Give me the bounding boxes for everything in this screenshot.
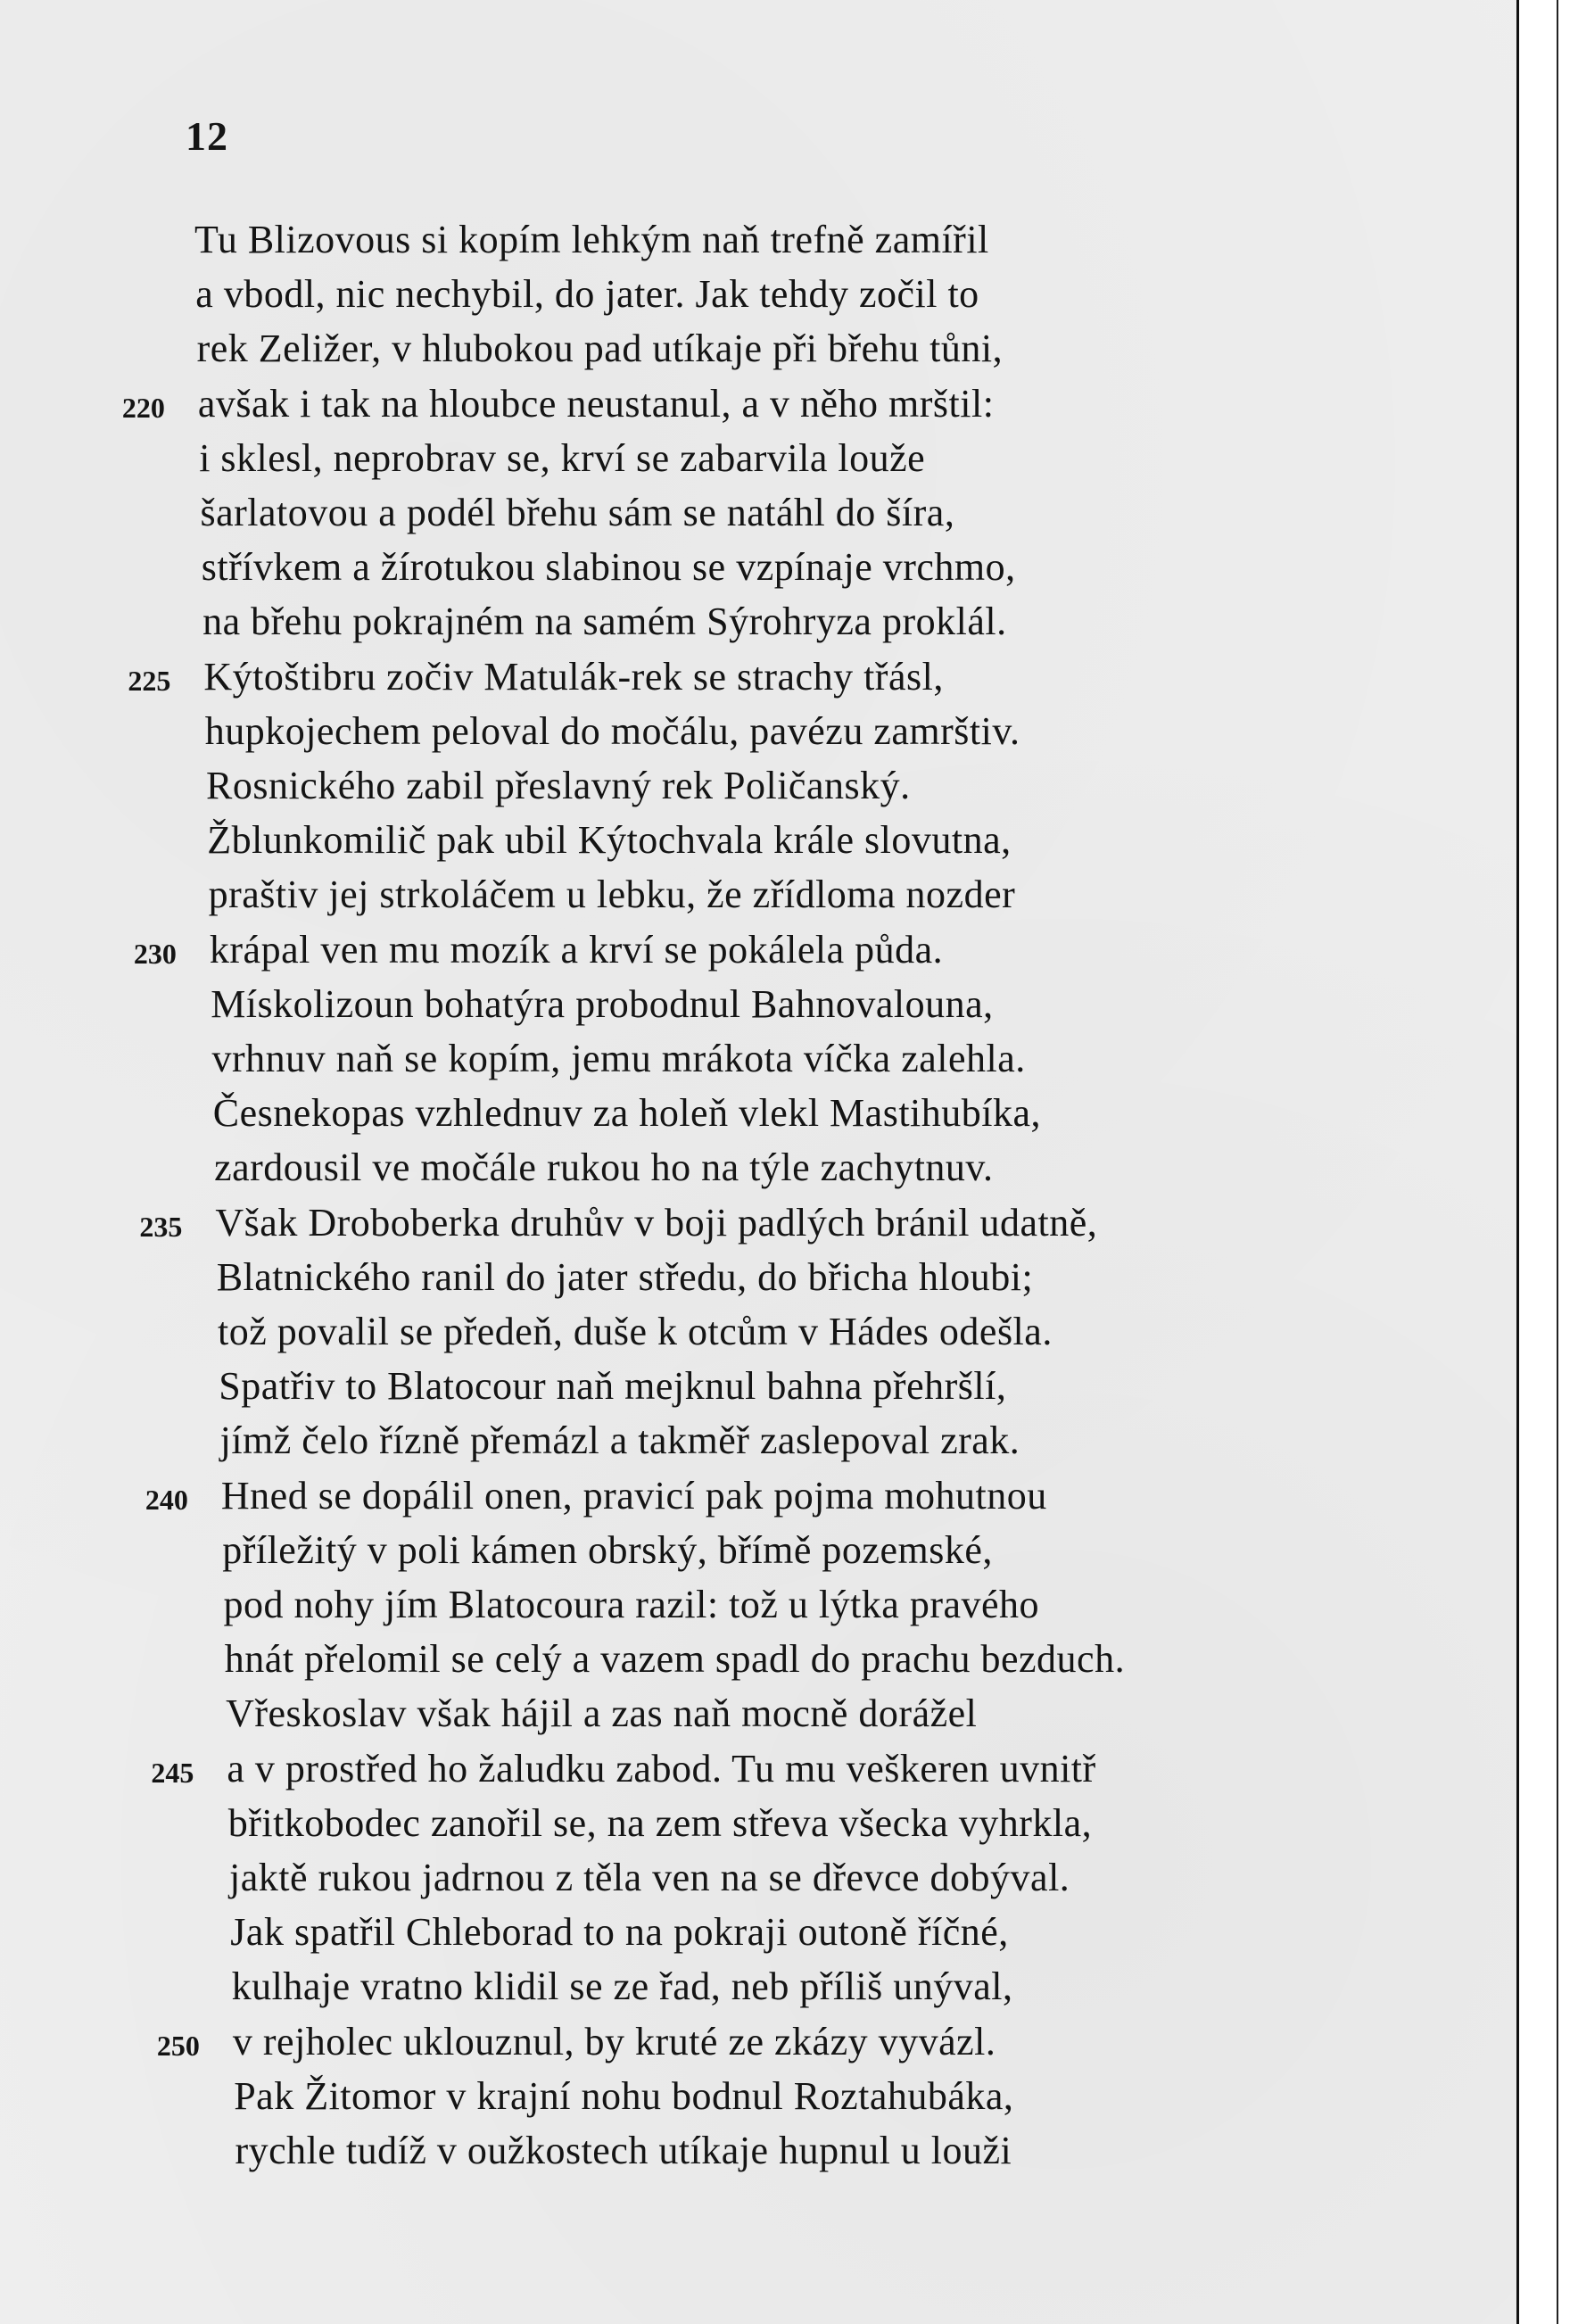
verse-line: Tu Blizovous si kopím lehkým naň trefně zamířil	[194, 218, 989, 261]
page-edge-line	[1516, 0, 1519, 2324]
verse-line: Kýtoštibru zočiv Matulák-rek se strachy třásl,	[203, 654, 944, 699]
verse-line: Česnekopas vzhlednuv za holeň vlekl Mastihubíka,	[212, 1091, 1042, 1136]
verse-line: Žblunkomilič pak ubil Kýtochvala krále slovutna,	[207, 818, 1012, 863]
verse-line: krápal ven mu mozík a krví se pokálela půda.	[209, 927, 944, 972]
line-number: 230	[133, 937, 177, 970]
verse-line: a vbodl, nic nechybil, do jater. Jak tehdy zočil to	[195, 272, 979, 317]
verse-line: jímž čelo řízně přemázl a takměř zaslepoval zrak.	[219, 1418, 1020, 1463]
verse-line: Jak spatřil Chleborad to na pokraji outoně říčné,	[230, 1910, 1009, 1955]
verse-line: střívkem a žírotukou slabinou se vzpínaje vrchmo,	[201, 545, 1016, 590]
line-number: 225	[128, 664, 171, 697]
verse-line: Rosnického zabil přeslavný rek Poličanský.	[206, 764, 911, 807]
verse-line: kulhaje vratno klidil se ze řad, neb příliš unýval,	[231, 1964, 1013, 2009]
verse-line: a v prostřed ho žaludku zabod. Tu mu veškeren uvnitř	[227, 1746, 1096, 1791]
verse-line: jaktě rukou jadrnou z těla ven na se dřevce dobýval.	[229, 1856, 1070, 1899]
verse-line: vrhnuv naň se kopím, jemu mrákota víčka zalehla.	[211, 1037, 1026, 1080]
verse-line: hnát přelomil se celý a vazem spadl do prachu bezduch.	[224, 1637, 1126, 1682]
line-number: 220	[121, 391, 165, 424]
verse-line: na břehu pokrajném na samém Sýrohryza proklál.	[202, 600, 1007, 644]
verse-line: tož povalil se předeň, duše k otcům v Hádes odešla.	[218, 1310, 1053, 1353]
verse-line: Mískolizoun bohatýra probodnul Bahnovalouna,	[211, 981, 994, 1026]
verse-line: příležitý v poli kámen obrský, břímě pozemské,	[222, 1527, 993, 1572]
verse-line: Blatnického ranil do jater středu, do břicha hloubi;	[216, 1254, 1034, 1299]
verse-line: rychle tudíž v oužkostech utíkaje hupnul u louži	[235, 2129, 1012, 2172]
verse-line: břitkobodec zanořil se, na zem střeva všecka vyhrkla,	[227, 1800, 1093, 1845]
verse-line: zardousil ve močále rukou ho na týle zachytnuv.	[214, 1145, 994, 1190]
line-number: 240	[145, 1483, 188, 1516]
verse-line: Spatřiv to Blatocour naň mejknul bahna přehršlí,	[219, 1364, 1007, 1409]
verse-line: Hned se dopálil onen, pravicí pak pojma mohutnou	[220, 1473, 1047, 1518]
verse-line: Pak Žitomor v krajní nohu bodnul Roztahubáka,	[234, 2073, 1014, 2118]
verse-line: šarlatovou a podél břehu sám se natáhl do šíra,	[200, 491, 955, 534]
page-number: 12	[186, 113, 228, 159]
line-number: 250	[156, 2029, 200, 2062]
verse-line: avšak i tak na hloubce neustanul, a v něho mrštil:	[197, 381, 995, 426]
line-number: 245	[151, 1756, 194, 1789]
verse-line: rek Zeližer, v hlubokou pad utíkaje při břehu tůni,	[196, 327, 1004, 371]
verse-line: i sklesl, neprobrav se, krví se zabarvila louže	[199, 435, 926, 480]
verse-line: hupkojechem peloval do močálu, pavézu zamrštiv.	[204, 708, 1020, 753]
line-number: 235	[139, 1210, 183, 1243]
page-edge-line	[1557, 0, 1558, 2324]
verse-line: Však Droboberka druhův v boji padlých bránil udatně,	[215, 1200, 1098, 1245]
verse-line: praštiv jej strkoláčem u lebku, že zřídloma nozder	[208, 873, 1016, 917]
verse-line: v rejholec uklouznul, by kruté ze zkázy vyvázl.	[232, 2019, 996, 2063]
verse-line: pod nohy jím Blatocoura razil: tož u lýtka pravého	[223, 1583, 1040, 1626]
verse-line: Vřeskoslav však hájil a zas naň mocně dorážel	[226, 1691, 978, 1736]
